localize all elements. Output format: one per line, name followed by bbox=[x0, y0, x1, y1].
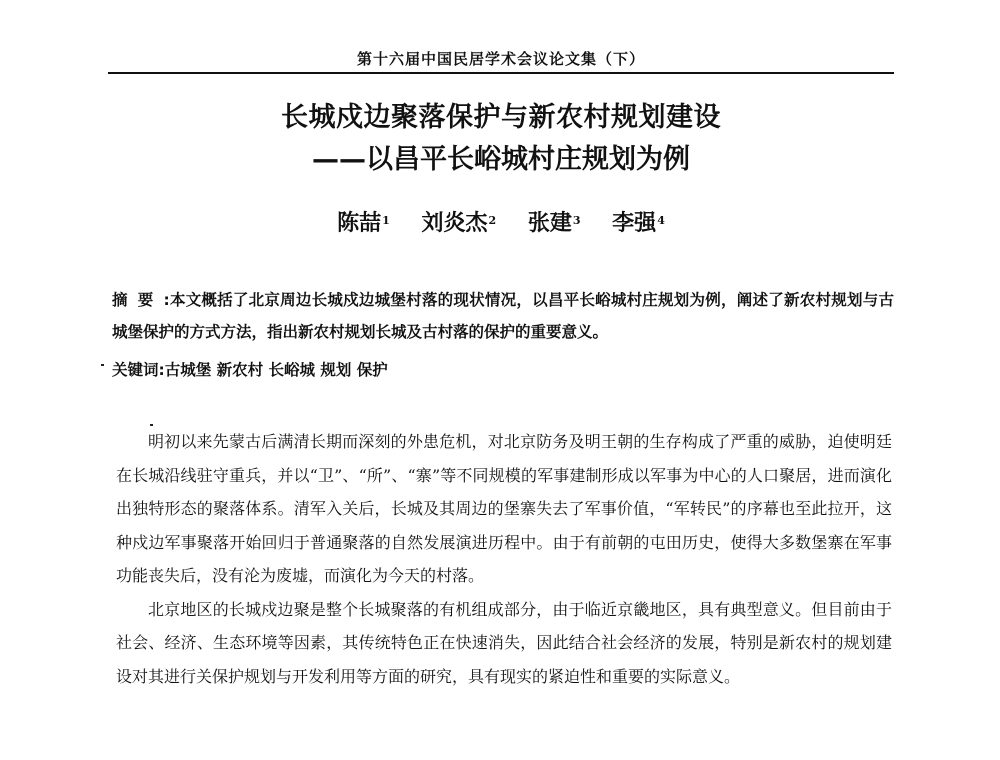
keywords bbox=[112, 354, 894, 386]
author-affiliation-mark: 1 bbox=[382, 214, 390, 227]
author bbox=[612, 206, 665, 240]
paper-title: 长城戍边聚落保护与新农村规划建设 bbox=[281, 102, 721, 133]
body-paragraph: 明初以来先蒙古后满清长期而深刻的外患危机，对北京防务及明王朝的生存构成了严重的威胁，迫使明廷在长城沿线驻守重兵，并以“卫”、“所”、“寨”等不同规模的军事建制形成以军事为中心的人口聚居，进而演化出独特形态的聚落体系。清军入关后，长城及其周边的堡寨失去了军事价值，“军转民”的序幕也至此拉开，这种戍边军事聚落开始回归于普通聚落的自然发展演进历程中。由于有前朝的屯田历史，使得大多数堡寨在军事功能丧失后，没有沦为废墟，而演化为今天的村落。 bbox=[116, 432, 892, 585]
keywords-label: 关键词 bbox=[112, 361, 159, 379]
body-text bbox=[116, 425, 892, 693]
author-name: 李强 bbox=[612, 210, 657, 236]
keywords-text: :古城堡 新农村 长峪城 规划 保护 bbox=[158, 361, 388, 379]
author-name: 刘炎杰 bbox=[421, 210, 488, 236]
author-affiliation-mark: 2 bbox=[488, 214, 497, 227]
scan-speck bbox=[150, 424, 153, 426]
author bbox=[337, 206, 390, 240]
author-name: 张建 bbox=[527, 210, 572, 236]
scan-speck bbox=[101, 364, 104, 366]
running-header: 第十六届中国民居学术会议论文集（下） bbox=[356, 50, 645, 68]
paper-subtitle: ——以昌平长峪城村庄规划为例 bbox=[312, 144, 690, 175]
abstract bbox=[112, 284, 894, 348]
author-affiliation-mark: 3 bbox=[572, 214, 581, 227]
author-name: 陈喆 bbox=[337, 210, 382, 236]
abstract-label: 摘要 bbox=[112, 291, 164, 309]
author bbox=[421, 206, 496, 240]
header-rule bbox=[108, 72, 894, 74]
author-affiliation-mark: 4 bbox=[657, 214, 665, 227]
author bbox=[528, 206, 581, 240]
abstract-text: :本文概括了北京周边长城戍边城堡村落的现状情况，以昌平长峪城村庄规划为例，阐述了新农村规划与古城堡保护的方式方法，指出新农村规划长城及古村落的保护的重要意义。 bbox=[112, 291, 894, 341]
body-paragraph: 北京地区的长城戍边聚是整个长城聚落的有机组成部分，由于临近京畿地区，具有典型意义。但目前由于社会、经济、生态环境等因素，其传统特色正在快速消失，因此结合社会经济的发展，特别是新农村的规划建设对其进行关保护规划与开发利用等方面的研究，具有现实的紧迫性和重要的实际意义。 bbox=[116, 599, 892, 686]
author-list bbox=[108, 206, 894, 240]
